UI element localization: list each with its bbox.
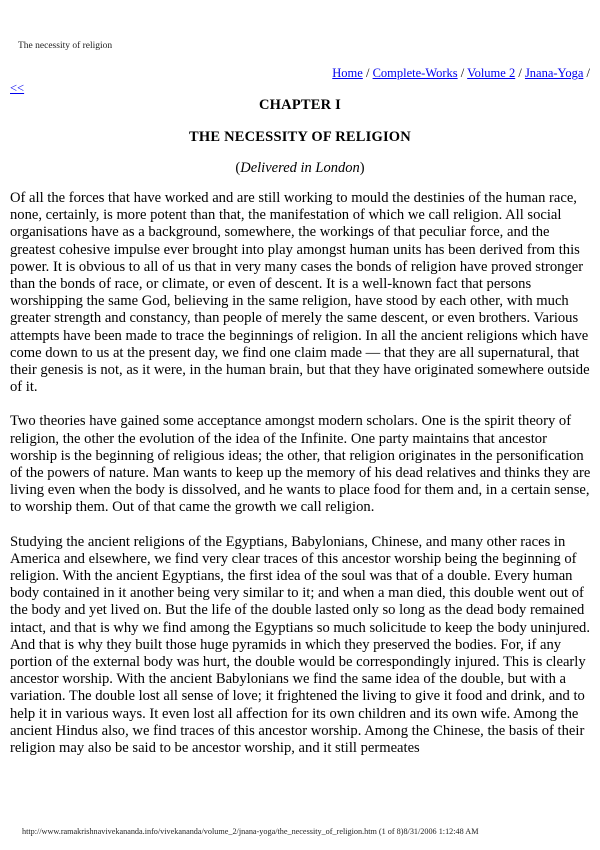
chapter-body — [10, 190, 592, 774]
paragraph: Of all the forces that have worked and are still working to mould the destinies of the human race, none, certainly, is more potent than that, the manifestation of which we call religion. All social organisations have as a background, somewhere, the workings of that peculiar force, and the greatest cohesive impulse ever brought into play amongst human units has been derived from this power. It is obvious to all of us that in very many cases the bonds of religion have proved stronger than the bonds of race, or climate, or even of descent. It is a well-known fact that persons worshipping the same God, believing in the same religion, have stood by each other, with much greater strength and constancy, than people of merely the same descent, or even brothers. Various attempts have been made to trace the beginnings of religion. In all the ancient religions which have come down to us at the present day, we find one claim made — that they are all supernatural, that their genesis is not, as it were, in the human brain, but that they have originated somewhere outside of it. — [10, 190, 590, 396]
breadcrumb-link-complete-works[interactable]: Complete-Works — [372, 66, 458, 80]
paragraph: Two theories have gained some acceptance amongst modern scholars. One is the spirit theory of religion, the other the evolution of the idea of the Infinite. One party maintains that ancestor worship is the beginning of religious ideas; the other, that religion originates in the personification of the powers of nature. Man wants to keep up the memory of his dead relatives and thinks they are living even when the body is dissolved, and he wants to place food for them and, in a certain sense, to worship them. Out of that came the growth we call religion. — [10, 413, 591, 516]
breadcrumb-trailing-separator: / — [583, 66, 590, 80]
delivered-location: Delivered in London — [240, 160, 360, 176]
page-footer-url: http://www.ramakrishnavivekananda.info/vivekananda/volume_2/jnana-yoga/the_necessity_of_religion.htm (1 of 8)8/31/2006 1:12:48 AM — [22, 827, 479, 836]
breadcrumb — [332, 66, 590, 81]
breadcrumb-separator: / — [362, 66, 373, 80]
chapter-title: THE NECESSITY OF RELIGION — [189, 129, 411, 145]
back-link[interactable]: << — [10, 81, 25, 95]
delivered-suffix: ) — [359, 160, 365, 176]
chapter-label: CHAPTER I — [259, 97, 341, 113]
breadcrumb-separator: / — [515, 66, 525, 80]
breadcrumb-separator: / — [457, 66, 468, 80]
delivered-prefix: ( — [235, 160, 241, 176]
delivered-note — [0, 160, 600, 177]
breadcrumb-link-home[interactable]: Home — [332, 66, 363, 80]
paragraph: Studying the ancient religions of the Egyptians, Babylonians, Chinese, and many other races in America and elsewhere, we find very clear traces of this ancestor worship being the beginning of religion. With the ancient Egyptians, the first idea of the soul was that of a double. Every human body contained in it another being very similar to it; and when a man died, this double went out of the body and yet lived on. But the life of the double lasted only so long as the dead body remained intact, and that is why we find among the Egyptians so much solicitude to keep the body uninjured. And that is why they built those huge pyramids in which they preserved the bodies. For, if any portion of the external body was hurt, the double would be correspondingly injured. This is clearly ancestor worship. With the ancient Babylonians we find the same idea of the double, but with a variation. The double lost all sense of love; it frightened the living to give it food and drink, and to help it in various ways. It even lost all affection for its own children and its own wife. Among the ancient Hindus also, we find traces of this ancestor worship. Among the Chinese, the basis of their religion may also be said to be ancestor worship, and it still permeates — [10, 533, 590, 757]
page-header-title: The necessity of religion — [18, 41, 113, 51]
breadcrumb-link-volume-2[interactable]: Volume 2 — [467, 66, 516, 80]
breadcrumb-link-jnana-yoga[interactable]: Jnana-Yoga — [524, 66, 584, 80]
